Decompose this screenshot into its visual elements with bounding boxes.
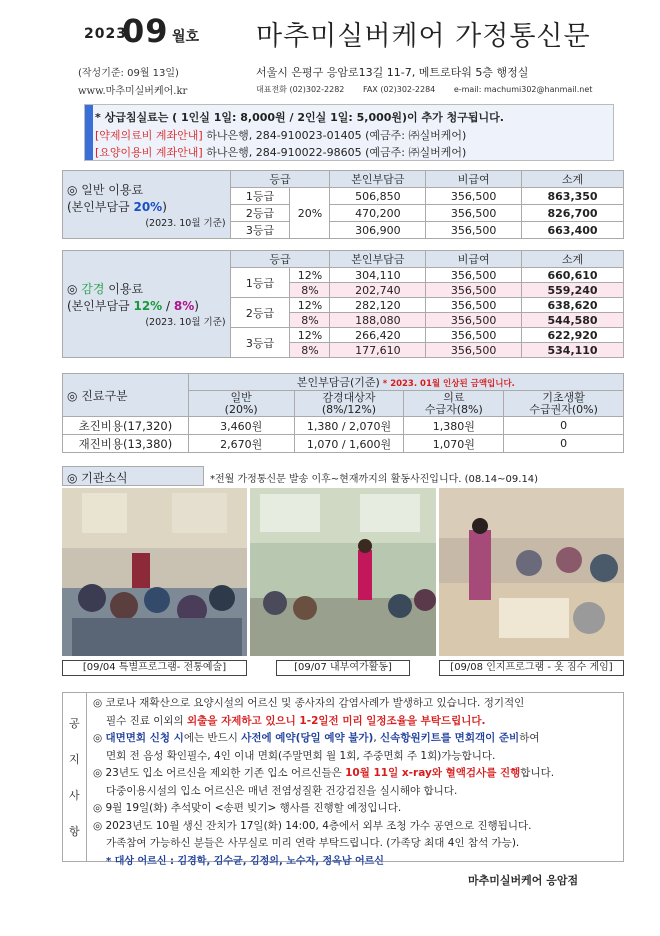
col-grade: 등급 [230,251,330,268]
general-rate: 20% [290,188,330,239]
notice-visit-cont: 면회 전 음성 확인필수, 4인 이내 면회(주말면회 월 1회, 주중면회 주 1회)가능합니다. [106,749,496,762]
header [0,0,660,102]
table-row: 초진비용(17,320) 3,460원 1,380 / 2,070원 1,380원 0 [63,417,624,435]
room-fee-notice: * 상급침실료는 ( 1인실 1일: 8,000원 / 2인실 1일: 5,000원)이 추가 청구됩니다. [95,111,504,124]
website-link[interactable]: www.마추미실버케어.kr [78,86,188,97]
issue-year: 2023 [84,26,127,42]
col-non-covered: 비급여 [426,171,522,188]
care-account-number: 하나은행, 284-910022-98605 (예금주: ㈜실버케어) [202,146,467,159]
notice-checkup-cont: 다중이용시설의 입소 어르신은 매년 전염성질환 건강검진을 실시해야 합니다. [106,784,458,797]
col-general: 일반 (20%) [188,391,294,417]
reduced-fee-label: ◎ 감경 이용료 (본인부담금 12% / 8%) (2023. 10월 기준) [63,251,231,358]
clinic-label: ◎ 진료구분 [63,374,189,417]
phone: 대표전화 (02)302-2282 [256,85,345,94]
news-label: ◎ 기관소식 [67,471,128,485]
table-row: 8% 202,740 356,500 559,240 [63,283,624,298]
billing-notice [84,104,614,161]
issue-month-suffix: 월호 [172,29,200,45]
col-reduced: 감경대상자 (8%/12%) [294,391,404,417]
photo-caption-2: [09/07 내부여가활동] [276,660,410,676]
col-subtotal: 소계 [522,251,624,268]
notice-birthday: ◎ 2023년도 10월 생신 잔치가 17일(화) 14:00, 4층에서 외부 조청 가수 공연으로 진행됩니다. [93,819,532,832]
care-account-line [95,144,466,160]
clinic-group-header: 본인부담금(기준) * 2023. 01월 인상된 금액입니다. [188,374,623,391]
col-non-covered: 비급여 [426,251,522,268]
notice-birthday-names: * 대상 어르신 : 김경학, 김수균, 김정의, 노수자, 정옥남 어르신 [106,855,384,867]
clinic-fee-table [62,373,624,453]
reduced-fee-table [62,250,624,358]
table-row: 8% 177,610 356,500 534,110 [63,343,624,358]
drug-account-label: [약제의료비 계좌안내] [95,129,203,142]
col-subtotal: 소계 [522,171,624,188]
notice-accent-bar [85,105,93,160]
address: 서울시 은평구 응암로13길 11-7, 메트로타워 5층 행정실 [256,66,529,79]
table-row: 3등급 12% 266,420 356,500 622,920 [63,328,624,343]
notice-chuseok: ◎ 9월 19일(화) 추석맞이 <송편 빚기> 행사를 진행할 예정입니다. [93,802,402,814]
issue-month: 09 [122,12,169,50]
table-row: 1등급 20% 506,850 356,500 863,350 [63,188,624,205]
activity-photos [62,488,624,678]
photo-leisure-activity [250,488,436,656]
fax: FAX (02)302-2284 [362,85,436,94]
general-fee-label: ◎ 일반 이용료 (본인부담금 20%) (2023. 10월 기준) [63,171,231,239]
photo-caption-1: [09/04 특별프로그램- 전통예술] [62,660,247,676]
col-self-pay: 본인부담금 [330,251,426,268]
footer-branch: 마추미실버케어 응암점 [468,874,579,887]
announcements-body [93,695,621,870]
news-header [62,466,204,486]
notice-covid: ◎ 코로나 재확산으로 요양시설의 어르신 및 종사자의 감염사례가 발생하고 있습니다. 정기적인 [93,697,525,709]
table-row: 2등급 12% 282,120 356,500 638,620 [63,298,624,313]
announcements-label: 공 지 사 항 [63,693,87,861]
col-basic-living: 기초생활 수급권자(0%) [504,391,624,417]
table-row: 2등급 470,200 356,500 826,700 [63,205,624,222]
table-row: 3등급 306,900 356,500 663,400 [63,222,624,239]
as-of-date: (작성기준: 09월 13일) [78,68,179,79]
notice-visit: ◎ 대면면회 신청 시에는 반드시 사전에 예약(당일 예약 불가), 신속항원키트를 면회객이 준비하여 [93,732,540,744]
col-medicaid: 의료 수급자(8%) [404,391,504,417]
contact-line [256,84,608,95]
table-row: 1등급 12% 304,110 356,500 660,610 [63,268,624,283]
care-account-label: [요양이용비 계좌안내] [95,146,203,159]
news-note: *전월 가정통신문 발송 이후~현재까지의 활동사진입니다. (08.14~09.14) [210,474,539,485]
notice-covid-cont: 필수 진료 이외의 외출을 자제하고 있으니 1-2일전 미리 일정조율을 부탁드립니다. [106,714,486,727]
general-fee-table [62,170,624,239]
notice-checkup: ◎ 23년도 입소 어르신을 제외한 기존 입소 어르신들은 10월 11일 x-ray와 혈액검사를 진행합니다. [93,767,555,779]
table-row: 재진비용(13,380) 2,670원 1,070 / 1,600원 1,070원 0 [63,435,624,453]
email-link[interactable]: e-mail: machumi302@hanmail.net [453,85,593,94]
photo-traditional-art [62,488,247,656]
col-grade: 등급 [230,171,330,188]
photo-caption-3: [09/08 인지프로그램 - 옷 짐수 게임] [439,660,624,676]
newsletter-title: 마추미실버케어 가정통신문 [256,21,591,52]
drug-account-number: 하나은행, 284-910023-01405 (예금주: ㈜실버케어) [202,129,467,142]
table-row: 8% 188,080 356,500 544,580 [63,313,624,328]
drug-account-line [95,127,466,143]
announcements [62,692,624,867]
notice-birthday-cont: 가족참여 가능하신 분들은 사무실로 미리 연락 부탁드립니다. (가족당 최대 4인 참석 가능). [106,837,520,849]
photo-cognitive-program [439,488,624,656]
col-self-pay: 본인부담금 [330,171,426,188]
